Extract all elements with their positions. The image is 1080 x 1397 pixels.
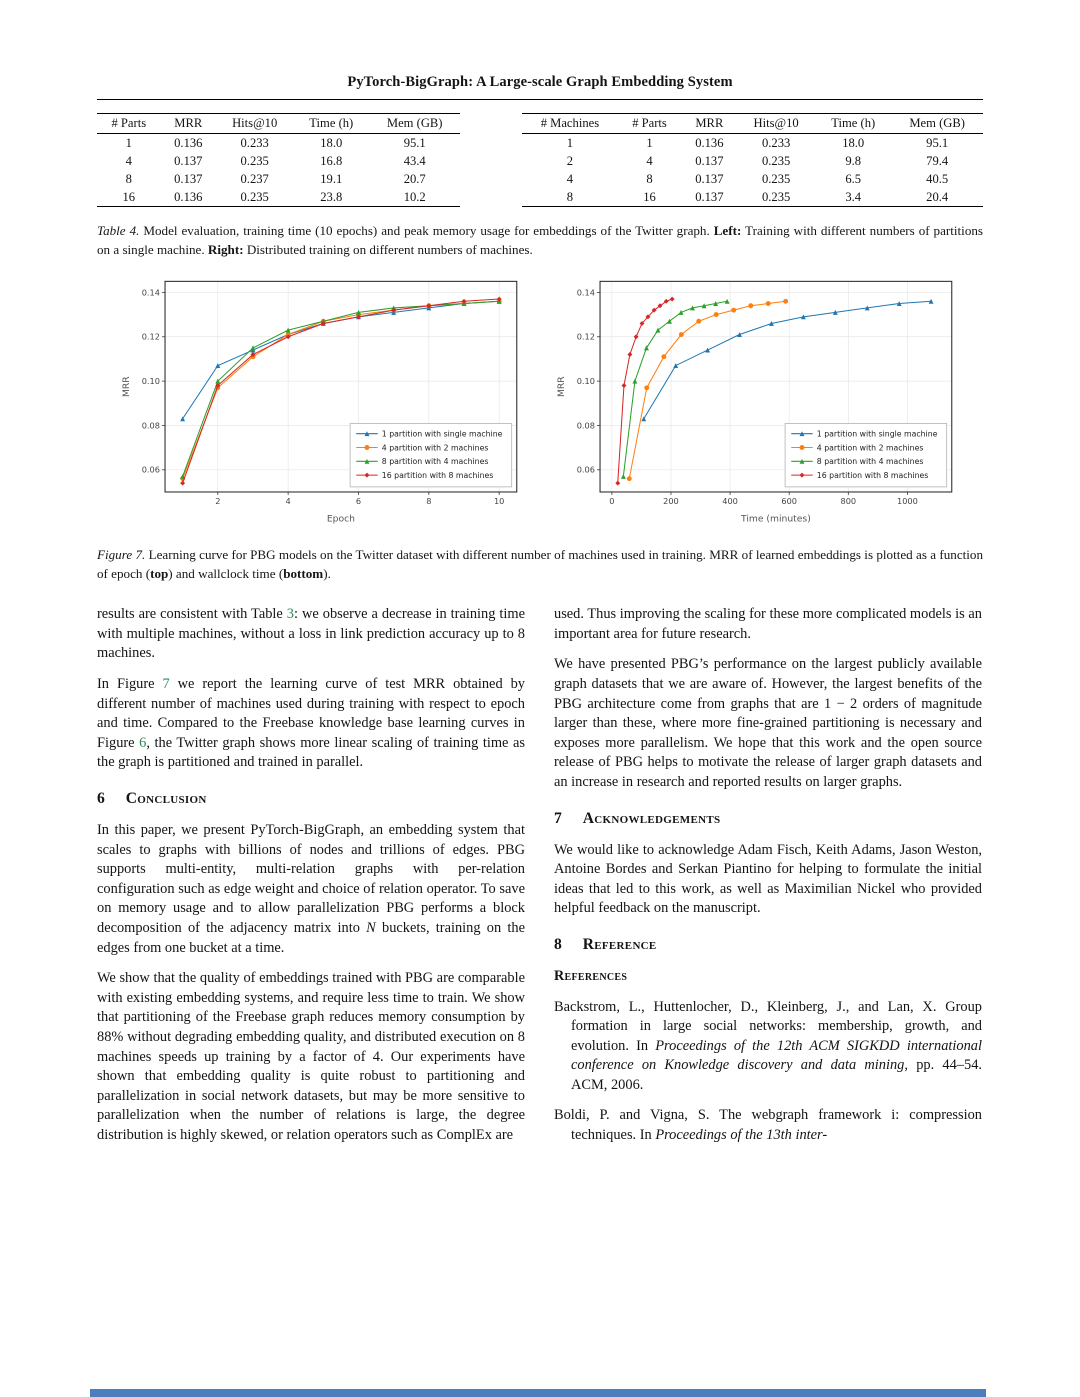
column-header: # Machines: [522, 114, 617, 134]
table-header-row: [522, 114, 983, 134]
text-segment: We would like to acknowledge Adam Fisch, Keith Adams, Jason Weston, Antoine Bordes and Serkan Piantino for helping to formulate the initial ideas that led to this work, as well as Maximilian Nickel who provided helpful feedback on the manuscript.: [554, 841, 982, 917]
table-row: [97, 170, 460, 188]
table-cell: 4: [646, 153, 653, 168]
chart-series: [641, 299, 933, 421]
x-tick-label: 2: [215, 496, 221, 507]
column-header: Mem (GB): [891, 114, 983, 134]
table-row: [97, 134, 460, 153]
x-tick-label: 1000: [897, 496, 918, 507]
section-number: 6: [97, 789, 105, 807]
table-row: [522, 152, 983, 170]
table-cell: 1: [646, 135, 653, 150]
text-segment: N: [366, 920, 376, 937]
paragraph: [554, 841, 982, 919]
legend-label: 16 partition with 8 machines: [816, 471, 929, 481]
column-header: # Parts: [618, 114, 682, 134]
text-segment: : we observe a decrease in training time with multiple machines, without a loss in link prediction accuracy up to 8 machines.: [97, 606, 525, 662]
table-cell: 6.5: [845, 171, 862, 186]
table-cell: 40.5: [926, 171, 949, 186]
paragraph: [97, 969, 525, 1145]
column-header: Time (h): [293, 114, 369, 134]
table-cell: 2: [566, 153, 574, 168]
table-cell: 8: [646, 171, 653, 186]
paragraph: [97, 605, 525, 664]
text-segment: In this paper, we present PyTorch-BigGraph, an embedding system that scales to graphs with billions of nodes and trillions of edges. PBG supports multi-entity, multi-relation graphs with per-relation configuration such as edge weight and choice of relation operator. To save on memory usage and to allow parallelization PBG performs a block decomposition of the adjacency matrix into: [97, 822, 525, 937]
x-tick-label: 200: [663, 496, 679, 507]
running-head: PyTorch-BigGraph: A Large-scale Graph Embedding System: [347, 74, 733, 90]
section-number: 8: [554, 936, 562, 954]
table-cell: 18.0: [320, 135, 343, 150]
legend-label: 16 partition with 8 machines: [381, 471, 494, 481]
text-segment: We have presented PBG’s performance on the largest publicly available graph datasets that we are aware of. However, the largest benefits of the PBG architecture come from graphs that are 1 − 2 orders of magnitude larger than these, where more fine-grained partitioning is necessary and exposes more parallelism. We hope that this work and the open source release of PBG helps to motivate the release of larger graph datasets and an increase in research and reported results on larger graphs.: [554, 656, 982, 790]
text-segment: top: [150, 565, 169, 581]
text-segment: Boldi, P. and Vigna, S. The webgraph framework i: compression techniques. In: [554, 1107, 982, 1144]
table-row: [522, 134, 983, 153]
table-header-row: [97, 114, 460, 134]
learning-curve-epoch-chart: [118, 273, 527, 531]
text-segment: Learning curve for PBG models on the Twitter dataset with different number of machines used in training. MRR of learned embeddings is plotted as a function of epoch (: [97, 547, 983, 581]
table-cell: 16: [643, 189, 656, 204]
column-header: Hits@10: [216, 114, 293, 134]
table-cell: 9.8: [845, 153, 862, 168]
table-4-right: [522, 113, 983, 207]
section-heading-acknowledgements: [554, 808, 982, 829]
column-header: # Parts: [97, 114, 161, 134]
text-segment: results are consistent with Table: [97, 606, 287, 623]
text-segment: Proceedings of the 13th inter-: [655, 1127, 828, 1144]
table-cell: 0.136: [174, 189, 203, 204]
table-row: [522, 188, 983, 207]
text-segment: we report the learning curve of test MRR obtained by different number of machines used during training with respect to epoch and time. Compared to the Freebase knowledge base learning curves in Figure: [97, 676, 525, 751]
text-segment: bottom: [283, 565, 324, 581]
column-header: Hits@10: [737, 114, 815, 134]
column-header: MRR: [682, 114, 738, 134]
y-tick-label: 0.10: [576, 376, 595, 387]
x-axis-label: Time (minutes): [741, 513, 811, 525]
x-tick-label: 8: [426, 496, 432, 507]
table-row: [97, 188, 460, 207]
text-segment: Proceedings of the 12th ACM SIGKDD international conference on Knowledge discovery and data mining: [571, 1037, 983, 1074]
table-4: [97, 113, 983, 207]
y-tick-label: 0.14: [141, 287, 160, 298]
table-row: [97, 152, 460, 170]
legend-label: 4 partition with 2 machines: [816, 443, 924, 453]
y-axis-label: MRR: [121, 376, 133, 398]
y-tick-label: 0.12: [141, 331, 160, 342]
bottom-bar: [90, 1389, 986, 1397]
legend-label: 1 partition with single machine: [381, 429, 503, 439]
paragraph: [97, 821, 525, 958]
section-heading-reference: [554, 934, 982, 955]
y-tick-label: 0.06: [141, 464, 160, 475]
table-cell: 0.137: [695, 153, 724, 168]
chart-series: [615, 297, 674, 486]
x-axis-label: Epoch: [326, 513, 355, 525]
body-text: [97, 605, 983, 1156]
x-tick-label: 4: [285, 496, 291, 507]
table-cell: 0.137: [695, 189, 724, 204]
x-tick-label: 400: [722, 496, 738, 507]
table-cell: 18.0: [842, 135, 865, 150]
table-cell: 95.1: [926, 135, 949, 150]
text-segment: used. Thus improving the scaling for these more complicated models is an important area for future research.: [554, 606, 982, 642]
table-4-caption: [97, 222, 983, 259]
text-segment: Table 4.: [97, 223, 140, 238]
table-cell: 0.137: [174, 153, 203, 168]
section-number: 7: [554, 809, 562, 827]
table-cell: 0.235: [761, 189, 791, 204]
right-column: [554, 605, 982, 1156]
paragraph: [97, 675, 525, 773]
table-cell: 0.233: [240, 135, 269, 150]
chart-legend: [350, 424, 512, 487]
text-segment: Backstrom, L., Huttenlocher, D., Kleinberg, J., and Lan, X. Group formation in large social networks: membership, growth, and evolution. In: [554, 998, 982, 1054]
y-tick-label: 0.08: [576, 420, 595, 431]
x-tick-label: 600: [781, 496, 798, 507]
table-cell: 79.4: [926, 153, 949, 168]
legend-label: 8 partition with 4 machines: [816, 457, 924, 467]
table-cell: 0.136: [174, 135, 203, 150]
text-segment: ) and wallclock time (: [168, 565, 284, 581]
cross-reference-link[interactable]: 6: [139, 734, 147, 751]
legend-label: 1 partition with single machine: [816, 429, 938, 439]
section-title: Conclusion: [125, 789, 207, 807]
table-cell: 3.4: [845, 189, 862, 204]
y-tick-label: 0.08: [141, 420, 160, 431]
x-tick-label: 10: [493, 496, 505, 507]
table-cell: 1: [566, 135, 574, 150]
table-cell: 43.4: [403, 153, 426, 168]
table-cell: 0.137: [174, 171, 203, 186]
figure-7-caption: [97, 546, 983, 583]
chart-series: [621, 299, 730, 479]
table-cell: 8: [566, 189, 574, 204]
y-tick-label: 0.12: [576, 331, 595, 342]
text-segment: Left:: [713, 223, 742, 238]
table-row: [522, 170, 983, 188]
table-cell: 16: [122, 189, 136, 204]
text-segment: Right:: [207, 241, 244, 257]
table-cell: 0.137: [695, 171, 724, 186]
column-header: Mem (GB): [369, 114, 460, 134]
table-cell: 0.235: [761, 171, 791, 186]
section-heading-conclusion: [97, 788, 525, 809]
table-cell: 95.1: [403, 135, 426, 150]
section-title: Reference: [582, 936, 657, 954]
table-cell: 0.235: [240, 189, 269, 204]
chart-legend: [785, 424, 947, 487]
table-cell: 4: [125, 153, 132, 168]
paragraph: [554, 605, 982, 644]
x-tick-label: 800: [840, 496, 857, 507]
y-tick-label: 0.14: [576, 287, 595, 298]
text-segment: buckets, training on the edges from one bucket at a time.: [97, 920, 525, 956]
table-cell: 19.1: [320, 171, 343, 186]
column-header: Time (h): [815, 114, 891, 134]
text-segment: Figure 7.: [97, 547, 146, 563]
table-cell: 0.233: [761, 135, 791, 150]
references-heading: References: [554, 968, 628, 985]
table-cell: 23.8: [320, 189, 343, 204]
legend-label: 4 partition with 2 machines: [381, 443, 489, 453]
legend-label: 8 partition with 4 machines: [381, 457, 489, 467]
text-segment: We show that the quality of embeddings trained with PBG are comparable with existing embedding systems, and require less time to train. We show that partitioning of the Freebase graph reduces memory consumption by 88% without degrading embedding quality, and distributed execution on 8 machines speeds up training by a factor of 4. Our experiments have shown that embedding quality is quite robust to partitioning and parallelization in social network datasets, but may be more sensitive to parallelization when the number of relations is large, the degree distribution is highly skewed, or relation operators such as ComplEx are: [97, 970, 525, 1143]
header-rule: [97, 99, 983, 100]
x-tick-label: 0: [609, 496, 615, 507]
table-cell: 10.2: [403, 189, 426, 204]
reference-entry: [554, 998, 982, 1096]
table-cell: 8: [125, 171, 132, 186]
text-segment: Distributed training on different numbers of machines.: [243, 241, 533, 257]
learning-curve-time-chart: [553, 273, 962, 531]
text-segment: , the Twitter graph shows more linear scaling of training time as the graph is partitioned and trained in parallel.: [97, 734, 525, 771]
cross-reference-link[interactable]: 7: [162, 676, 170, 693]
section-title: Acknowledgements: [582, 809, 721, 827]
table-cell: 1: [125, 135, 132, 150]
table-cell: 20.4: [926, 189, 949, 204]
table-cell: 4: [566, 171, 574, 186]
y-axis-label: MRR: [556, 376, 568, 398]
table-4-left: [97, 113, 460, 207]
table-cell: 20.7: [403, 171, 426, 186]
y-tick-label: 0.10: [141, 376, 160, 387]
table-cell: 0.235: [240, 153, 269, 168]
y-tick-label: 0.06: [576, 464, 595, 475]
table-cell: 0.235: [761, 153, 791, 168]
reference-entry: [554, 1106, 982, 1145]
figure-7: [97, 273, 983, 531]
column-header: MRR: [161, 114, 216, 134]
text-segment: Model evaluation, training time (10 epochs) and peak memory usage for embeddings of the Twitter graph.: [139, 223, 714, 238]
text-segment: , pp. 44–54. ACM, 2006.: [571, 1057, 982, 1093]
x-tick-label: 6: [355, 496, 362, 507]
table-cell: 0.237: [240, 171, 269, 186]
text-segment: In Figure: [97, 676, 163, 693]
table-cell: 0.136: [695, 135, 724, 150]
text-segment: ).: [323, 565, 331, 581]
table-cell: 16.8: [320, 153, 343, 168]
cross-reference-link[interactable]: 3: [286, 606, 294, 623]
text-segment: Training with different numbers of partitions on a single machine.: [97, 223, 984, 257]
left-column: [97, 605, 525, 1156]
paragraph: [554, 655, 982, 792]
